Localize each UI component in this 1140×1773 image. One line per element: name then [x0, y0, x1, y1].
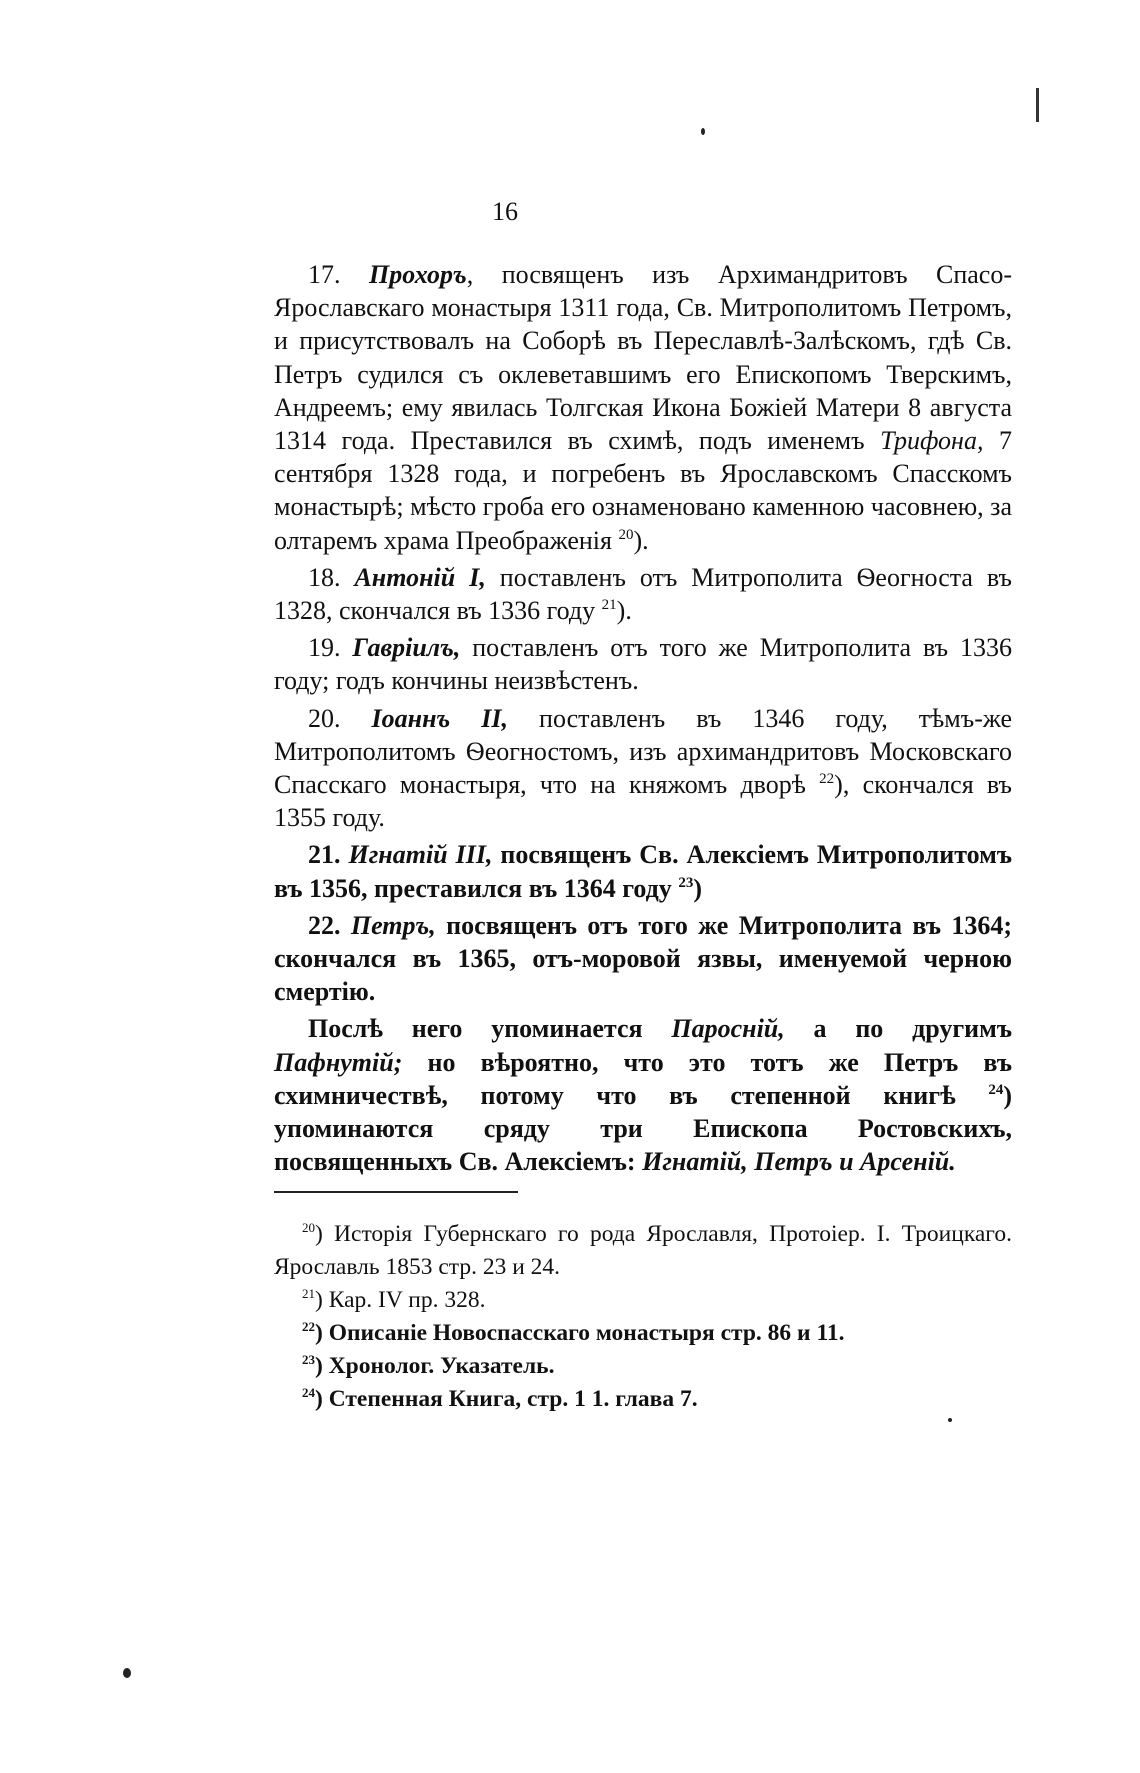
- entry-name: Антоній I,: [354, 562, 486, 592]
- page-number: 16: [492, 197, 518, 226]
- closing-text: Послѣ него упоминается: [308, 1014, 672, 1044]
- entry-text: поставленъ въ 1346 году, тѣмъ-же Митрополитомъ Ѳеогностомъ, изъ архимандритовъ Московскаго Спасскаго монастыря, что на княжомъ дворѣ: [274, 703, 1013, 800]
- entry-text: поставленъ отъ Митрополита Ѳеогноста въ 1328, скончался въ 1336 году: [274, 562, 1012, 626]
- closing-name: Пафнутій;: [274, 1047, 403, 1077]
- entry-text-end: ).: [633, 525, 649, 555]
- footnote-separator: [274, 1191, 518, 1193]
- entry-text: посвященъ отъ того же Митрополита въ 1364; скончался въ 1365, отъ-моровой язвы, именуемой черною смертію.: [274, 910, 1013, 1007]
- footnote-text: ) Степенная Книга, стр. 1 1. глава 7.: [315, 1386, 698, 1412]
- entry-text: посвященъ Св. Алексіемъ Митрополитомъ въ 1356, преставился въ 1364 году: [274, 840, 1013, 903]
- footnote-ref: 23: [678, 874, 694, 891]
- entry-number: 22.: [308, 910, 341, 940]
- paragraph-21: [274, 838, 1012, 904]
- footnote-text: ) Кар. IV пр. 328.: [315, 1287, 486, 1313]
- footnote-ref: 22: [819, 771, 835, 788]
- paragraph-19: [274, 631, 1012, 697]
- scan-edge-line: [1036, 88, 1039, 122]
- entry-text-end: ): [693, 873, 702, 903]
- footnote-21: [274, 1284, 1012, 1317]
- entry-text-end: ), скончался въ 1355 году.: [274, 770, 1012, 833]
- entry-name-alt: Трифона,: [880, 426, 984, 456]
- entry-text: 7 сентября 1328 года, и погребенъ въ Ярославскомъ Спасскомъ монастырѣ; мѣсто гроба его ознаменовано каменною часовнею, за олтаремъ храма Преображенія: [274, 426, 1013, 555]
- footnote-20: [274, 1218, 1012, 1284]
- footnote-22: [274, 1317, 1012, 1350]
- entry-name: Игнатій III,: [348, 840, 493, 870]
- entry-text: посвященъ изъ Архимандритовъ Спасо-Ярославскаго монастыря 1311 года, Св. Митрополитомъ Петромъ, и присутствовалъ на Соборѣ въ Переславлѣ-Залѣскомъ, гдѣ Св. Петръ судился съ оклеветавшимъ его Епископомъ Тверскимъ, Андреемъ; ему явилась Толгская Икона Божіей Матери 8 августа 1314 года. Преставился въ схимѣ, подъ именемъ: [274, 260, 1013, 456]
- ink-speck: [123, 1668, 131, 1678]
- paragraph-20: [274, 702, 1012, 835]
- footnote-ref: 21: [601, 597, 617, 614]
- closing-name: Паросній,: [671, 1014, 785, 1044]
- main-text: [274, 258, 1012, 1178]
- entry-name: Гавріилъ,: [352, 633, 461, 663]
- ink-speck: [701, 128, 705, 135]
- closing-name: Игнатій, Петръ и Арсеній.: [642, 1147, 956, 1177]
- closing-paragraph: [274, 1012, 1012, 1178]
- paragraph-18: [274, 561, 1012, 627]
- entry-number: 17.: [308, 260, 341, 289]
- entry-text-end: ).: [616, 596, 632, 626]
- footnote-text: ) Исторія Губернскаго го рода Ярославля, Протоіер. І. Троицкаго. Ярославль 1853 стр. 23 и 24.: [274, 1221, 1012, 1280]
- footnote-mark: 24: [302, 1385, 315, 1400]
- footnote-mark: 21: [302, 1286, 315, 1301]
- footnote-mark: 20: [302, 1220, 315, 1235]
- footnote-text: ) Описаніе Новоспасскаго монастыря стр. 86 и 11.: [315, 1320, 845, 1346]
- footnote-ref: 20: [618, 526, 634, 543]
- entry-number: 18.: [308, 562, 341, 592]
- punctuation: ,: [466, 260, 474, 289]
- entry-number: 19.: [308, 633, 341, 663]
- footnotes: [274, 1218, 1012, 1416]
- closing-text: а по другимъ: [784, 1014, 1013, 1044]
- paragraph-22: [274, 909, 1012, 1009]
- footnote-ref: 24: [988, 1081, 1004, 1098]
- closing-text: ) упоминаются сряду три Епископа Ростовскихъ, посвященныхъ Св. Алексіемъ:: [274, 1080, 1012, 1177]
- entry-number: 20.: [308, 703, 341, 733]
- entry-name: Петръ,: [350, 910, 436, 940]
- footnote-23: [274, 1350, 1012, 1383]
- entry-number: 21.: [308, 840, 341, 870]
- entry-name: Прохоръ: [369, 260, 467, 289]
- paragraph-17: [274, 258, 1012, 557]
- footnote-mark: 23: [302, 1352, 315, 1367]
- footnote-mark: 22: [302, 1319, 315, 1334]
- footnote-text: ) Хронолог. Указатель.: [315, 1353, 555, 1379]
- entry-name: Іоаннъ II,: [371, 703, 509, 733]
- ink-speck: [948, 1418, 952, 1422]
- entry-text: поставленъ отъ того же Митрополита въ 1336 году; годъ кончины неизвѣстенъ.: [274, 633, 1012, 696]
- footnote-24: [274, 1383, 1012, 1416]
- closing-text: но вѣроятно, что это тотъ же Петръ въ схимничествѣ, потому что въ степенной книгѣ: [274, 1047, 1012, 1110]
